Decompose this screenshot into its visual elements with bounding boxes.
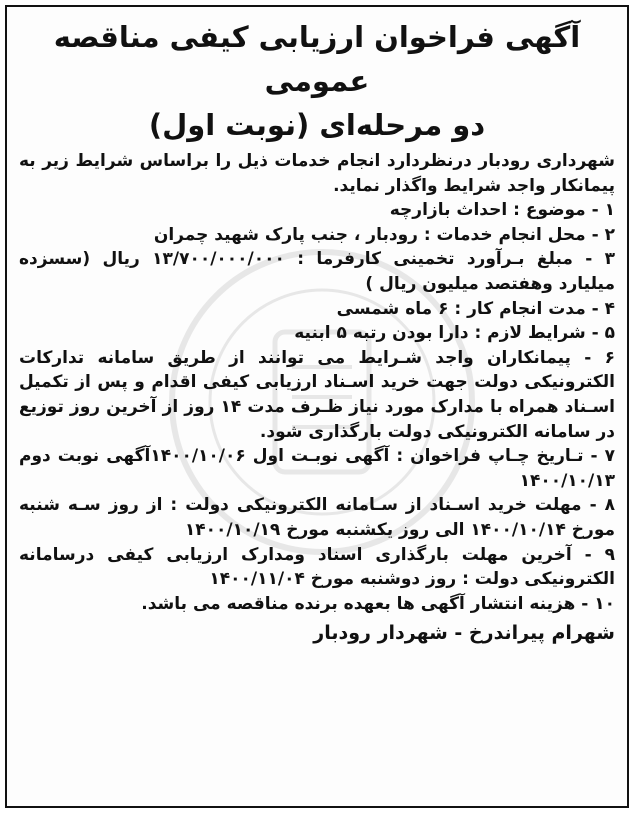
notice-content [19,15,615,798]
notice-item-upload-deadline: ۹ - آخرین مهلت بارگذاری اسناد ومدارک ارزیابی کیفی درسامانه الکترونیکی دولت : روز دوشنبه مورخ ۱۴۰۰/۱۱/۰۴ [19,544,615,590]
notice-item-requirements: ۵ - شرایط لازم : دارا بودن رتبه ۵ ابنیه [294,323,615,344]
notice-item-print-dates: ۷ - تـاریخ چـاپ فراخوان : آگهی نوبـت اول ۱۴۰۰/۱۰/۰۶آگهی نوبت دوم ۱۴۰۰/۱۰/۱۳ [19,446,615,491]
notice-intro: شهرداری رودبار درنظردارد انجام خدمات ذیل را براساس شرایط زیر به پیمانکار واجد شرایط واگذار نماید. [19,151,615,196]
notice-item-cost: ۱۰ - هزینه انتشار آگهی ها بعهده برنده مناقصه می باشد. [141,593,615,614]
notice-item-duration: ۴ - مدت انجام کار : ۶ ماه شمسی [336,298,615,319]
notice-item-location: ۲ - محل انجام خدمات : رودبار ، جنب پارک شهید چمران [153,224,615,245]
notice-item-subject: ۱ - موضوع : احداث بازارچه [389,200,615,221]
notice-item-estimate: ۳ - مبلغ بـرآورد تخمینی کارفرما : ۱۳/۷۰۰/۰۰۰/۰۰۰ ریال (سسزده میلیارد وهفتصد میلیون ریال ) [19,249,615,294]
notice-signature: شهرام پیراندرخ - شهردار رودبار [313,622,615,645]
notice-frame [5,5,629,808]
notice-item-procedure: ۶ - پیمانکاران واجد شـرایط می توانند از طریق سامانه تدارکات الکترونیکی دولت جهت خرید اسـناد ارزیابی کیفی اقدام و پس از تکمیل اسـناد همراه با مدارک مورد نیاز ظـرف مدت ۱۴ روز از آخرین روز توزیع در سامانه الکترونیکی دولت بارگذاری شود. [19,347,616,442]
notice-title-line1: آگهی فراخوان ارزیابی کیفی مناقصه عمومی [53,20,581,98]
notice-item-purchase-deadline: ۸ - مهلت خرید اسـناد از سـامانه الکترونیکی دولت : از روز سـه شنبه مورخ ۱۴۰۰/۱۰/۱۴ الی روز یکشنبه مورخ ۱۴۰۰/۱۰/۱۹ [19,495,615,540]
notice-title-line2: دو مرحله‌ای (نوبت اول) [148,108,486,142]
